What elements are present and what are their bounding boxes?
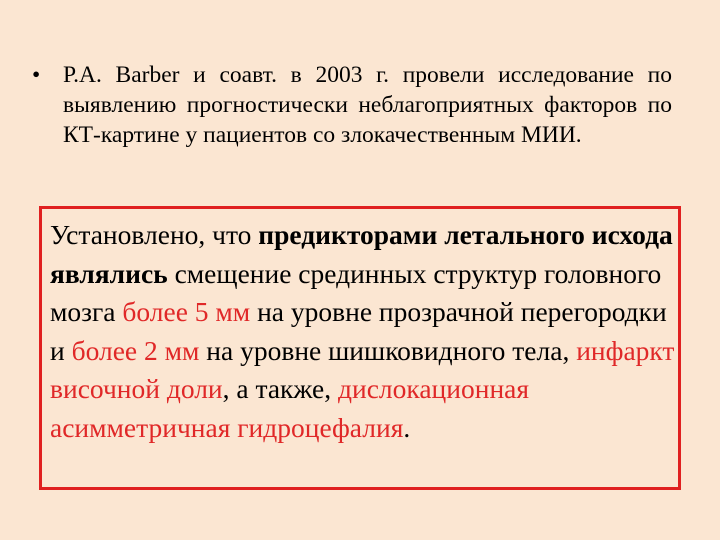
finding-text-1: Установлено, что <box>50 219 259 250</box>
intro-bullet-item <box>32 60 672 150</box>
finding-hydrocephalus: дислокационная асимметричная гидроцефалия <box>50 373 530 443</box>
intro-text: Р.А. Barber и соавт. в 2003 г. провели исследование по выявлению прогностически неблагоприятных факторов по КТ-картине у пациентов со злокачественным МИИ. <box>63 62 672 148</box>
finding-text-3: на уровне прозрачной перегородки и <box>50 296 667 366</box>
finding-shift-5mm: более 5 мм <box>122 296 251 327</box>
bullet-icon: • <box>32 62 41 88</box>
finding-text-5: , а также, <box>222 373 339 404</box>
finding-text-2: смещение срединных структур головного мозга <box>50 257 662 327</box>
finding-box <box>39 206 681 490</box>
finding-text-6: . <box>403 411 411 443</box>
finding-temporal-infarct: инфаркт височной доли <box>50 334 675 404</box>
finding-predictors-phrase: предикторами летального исхода являлись <box>50 219 673 289</box>
finding-shift-2mm: более 2 мм <box>71 334 200 366</box>
finding-text-4: на уровне шишковидного тела, <box>199 334 577 366</box>
